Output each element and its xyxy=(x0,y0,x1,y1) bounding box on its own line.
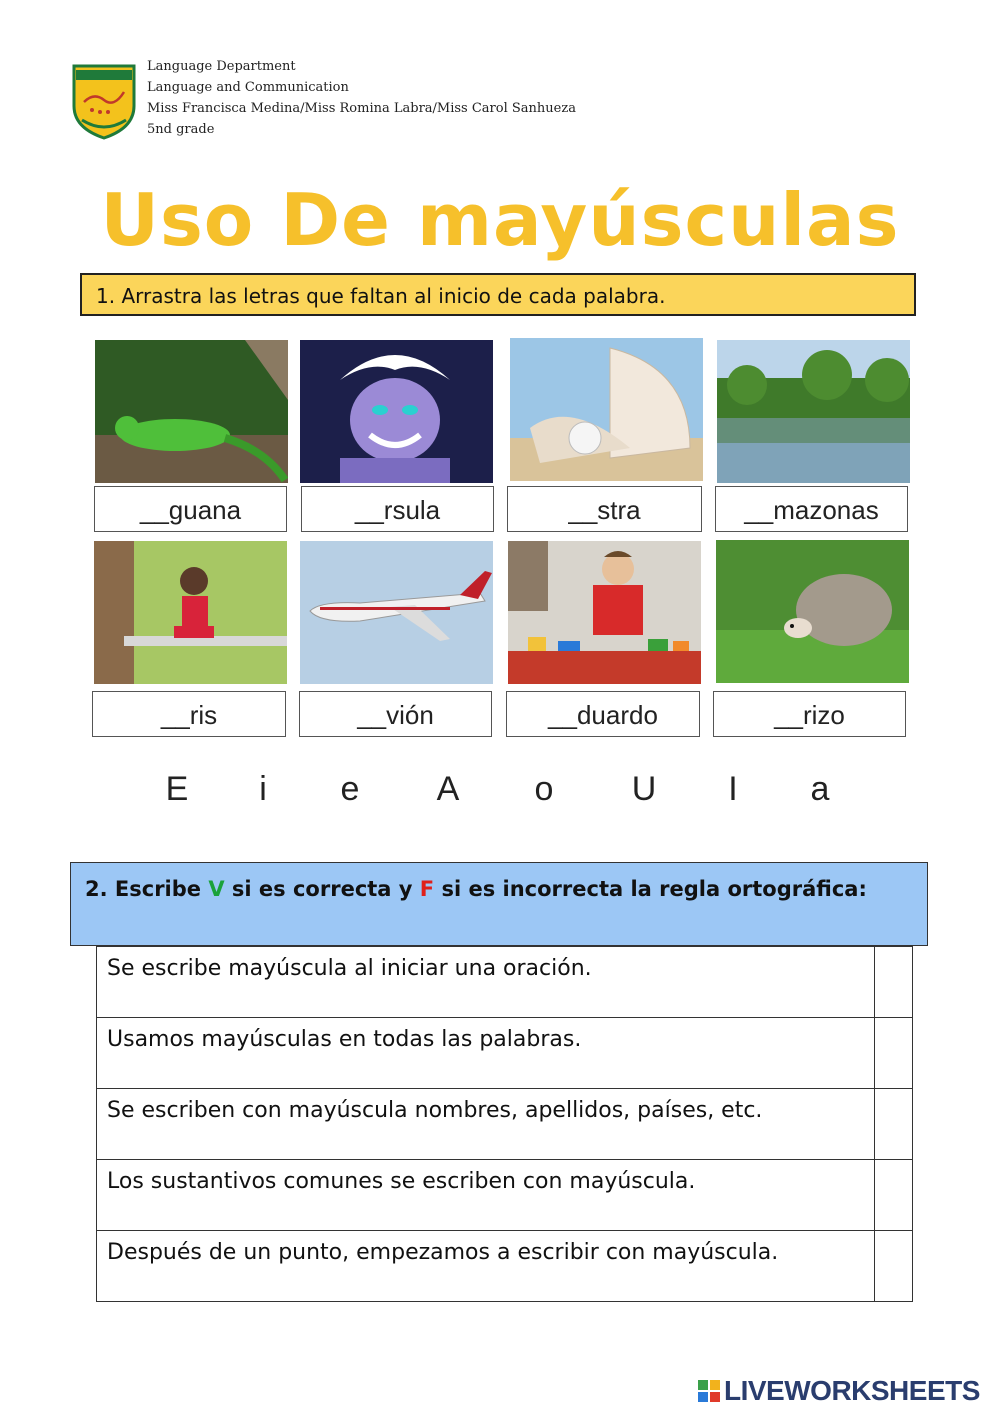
draggable-letter[interactable]: e xyxy=(340,770,360,808)
draggable-letter[interactable]: A xyxy=(436,770,460,808)
statement-text: Se escriben con mayúscula nombres, apellidos, países, etc. xyxy=(97,1089,875,1160)
answer-input[interactable] xyxy=(874,1160,912,1231)
girl-image xyxy=(94,541,287,684)
table-row xyxy=(97,1089,913,1160)
section1-header xyxy=(80,273,916,316)
statement-text: Los sustantivos comunes se escriben con mayúscula. xyxy=(97,1160,875,1231)
word-box-7[interactable]: __duardo xyxy=(506,691,700,737)
draggable-letter[interactable]: i xyxy=(259,770,267,808)
amazon-river-image xyxy=(717,340,910,483)
table-row xyxy=(97,1018,913,1089)
grade-label: 5nd grade xyxy=(147,122,215,137)
iguana-image xyxy=(95,340,288,483)
answer-input[interactable] xyxy=(874,1089,912,1160)
instruction-middle: si es correcta y xyxy=(224,877,420,901)
teachers-label: Miss Francisca Medina/Miss Romina Labra/Miss Carol Sanhueza xyxy=(147,101,576,116)
table-row xyxy=(97,947,913,1018)
statement-text: Después de un punto, empezamos a escribir con mayúscula. xyxy=(97,1231,875,1302)
instruction-suffix: si es incorrecta la regla ortográfica: xyxy=(434,877,867,901)
draggable-letter[interactable]: a xyxy=(810,770,830,808)
pearl-shell-image xyxy=(510,338,703,481)
statement-text: Usamos mayúsculas en todas las palabras. xyxy=(97,1018,875,1089)
liveworksheets-logo xyxy=(697,1375,980,1407)
section2-instruction xyxy=(85,877,867,901)
boy-with-blocks-image xyxy=(508,541,701,684)
liveworksheets-badge-icon xyxy=(697,1379,721,1403)
word-box-3[interactable]: __stra xyxy=(507,486,702,532)
page-title: Uso De mayúsculas xyxy=(100,178,900,262)
answer-input[interactable] xyxy=(874,1231,912,1302)
ursula-image xyxy=(300,340,493,483)
statements-table xyxy=(96,946,913,1302)
draggable-letter[interactable]: U xyxy=(631,770,657,808)
answer-input[interactable] xyxy=(874,947,912,1018)
letter-bank xyxy=(0,770,1000,820)
instruction-prefix: 2. Escribe xyxy=(85,877,209,901)
subject-label: Language and Communication xyxy=(147,80,349,95)
hedgehog-image xyxy=(716,540,909,683)
answer-input[interactable] xyxy=(874,1018,912,1089)
word-box-6[interactable]: __vión xyxy=(299,691,492,737)
v-letter: V xyxy=(208,877,225,901)
airplane-image xyxy=(300,541,493,684)
statement-text: Se escribe mayúscula al iniciar una oración. xyxy=(97,947,875,1018)
section2-header xyxy=(70,862,928,946)
word-box-1[interactable]: __guana xyxy=(94,486,287,532)
table-row xyxy=(97,1231,913,1302)
school-logo xyxy=(70,62,138,140)
word-box-4[interactable]: __mazonas xyxy=(715,486,908,532)
draggable-letter[interactable]: E xyxy=(165,770,189,808)
department-label: Language Department xyxy=(147,59,296,74)
draggable-letter[interactable]: I xyxy=(728,770,738,808)
f-letter: F xyxy=(419,877,435,901)
word-box-8[interactable]: __rizo xyxy=(713,691,906,737)
section1-instruction: 1. Arrastra las letras que faltan al inicio de cada palabra. xyxy=(96,284,666,308)
word-box-5[interactable]: __ris xyxy=(92,691,286,737)
word-box-2[interactable]: __rsula xyxy=(301,486,494,532)
header-info xyxy=(147,56,576,140)
table-row xyxy=(97,1160,913,1231)
draggable-letter[interactable]: o xyxy=(534,770,554,808)
brand-name: LIVEWORKSHEETS xyxy=(724,1375,980,1406)
